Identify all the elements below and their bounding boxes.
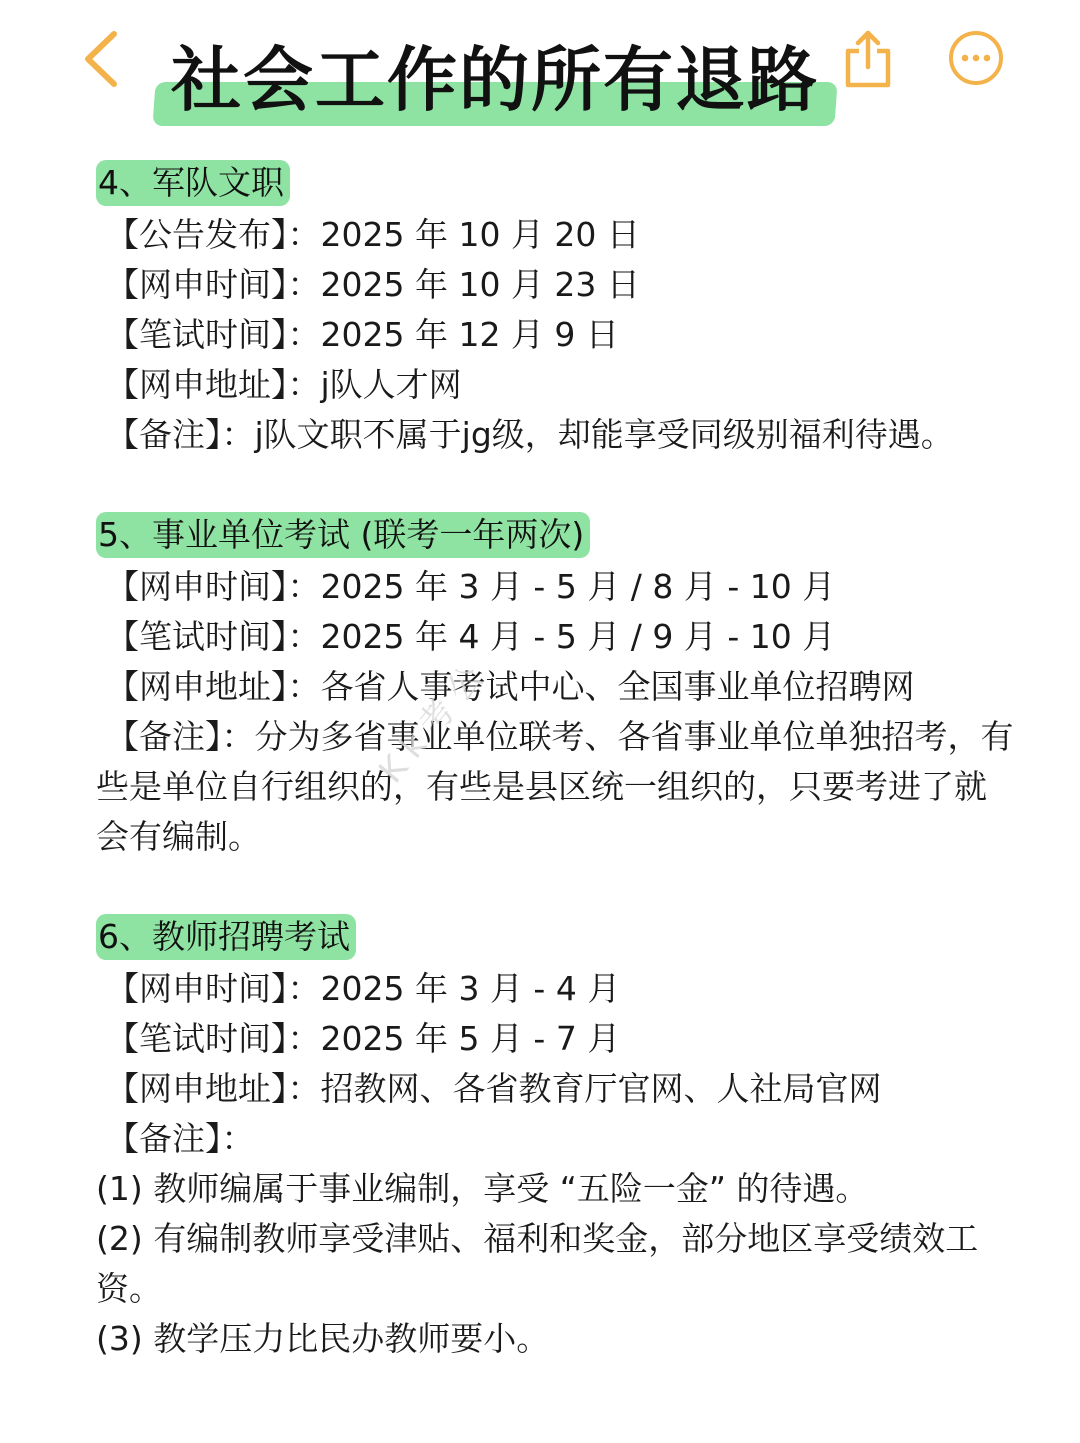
section-military-civilian: [96, 160, 1016, 460]
section-heading: 6、教师招聘考试: [96, 914, 356, 960]
section-public-institution: [96, 512, 1016, 862]
info-row: 【网申时间】：2025 年 3 月 - 4 月: [106, 969, 621, 1008]
article-body: [96, 160, 1016, 1416]
list-item: (3) 教学压力比民办教师要小。: [96, 1319, 550, 1358]
info-row: 【网申地址】：招教网、各省教育厅官网、人社局官网: [106, 1069, 882, 1108]
share-icon: [844, 29, 892, 89]
section-heading: 4、军队文职: [96, 160, 290, 206]
info-row: 【网申地址】：各省人事考试中心、全国事业单位招聘网: [106, 667, 915, 706]
list-item: (2) 有编制教师享受津贴、福利和奖金，部分地区享受绩效工资。: [96, 1219, 979, 1308]
back-button[interactable]: [70, 24, 130, 94]
note-paragraph: 【备注】：分为多省事业单位联考、各省事业单位单独招考，有些是单位自行组织的，有些是县区统一组织的，只要考进了就会有编制。: [96, 717, 1014, 856]
chevron-left-icon: [78, 28, 122, 90]
info-row: 【备注】：j队文职不属于jg级，却能享受同级别福利待遇。: [106, 415, 954, 454]
more-icon: [946, 28, 1006, 88]
share-button[interactable]: [838, 26, 898, 92]
page-title: 社会工作的所有退路: [171, 39, 819, 121]
section-heading: 5、事业单位考试 (联考一年两次): [96, 512, 590, 558]
info-row: 【公告发布】：2025 年 10 月 20 日: [106, 215, 640, 254]
watermark: Kk考公: [371, 650, 499, 791]
info-row: 【网申时间】：2025 年 10 月 23 日: [106, 265, 640, 304]
section-teacher-recruitment: [96, 914, 1016, 1364]
header-bar: [0, 0, 1080, 140]
info-row: 【笔试时间】：2025 年 4 月 - 5 月 / 9 月 - 10 月: [106, 617, 836, 656]
info-row: 【备注】：: [106, 1119, 255, 1158]
more-button[interactable]: [944, 26, 1008, 90]
info-row: 【笔试时间】：2025 年 12 月 9 日: [106, 315, 619, 354]
list-item: (1) 教师编属于事业编制，享受 “五险一金” 的待遇。: [96, 1169, 869, 1208]
info-row: 【笔试时间】：2025 年 5 月 - 7 月: [106, 1019, 621, 1058]
page-title-wrap: [150, 36, 840, 128]
info-row: 【网申时间】：2025 年 3 月 - 5 月 / 8 月 - 10 月: [106, 567, 836, 606]
info-row: 【网申地址】：j队人才网: [106, 365, 462, 404]
